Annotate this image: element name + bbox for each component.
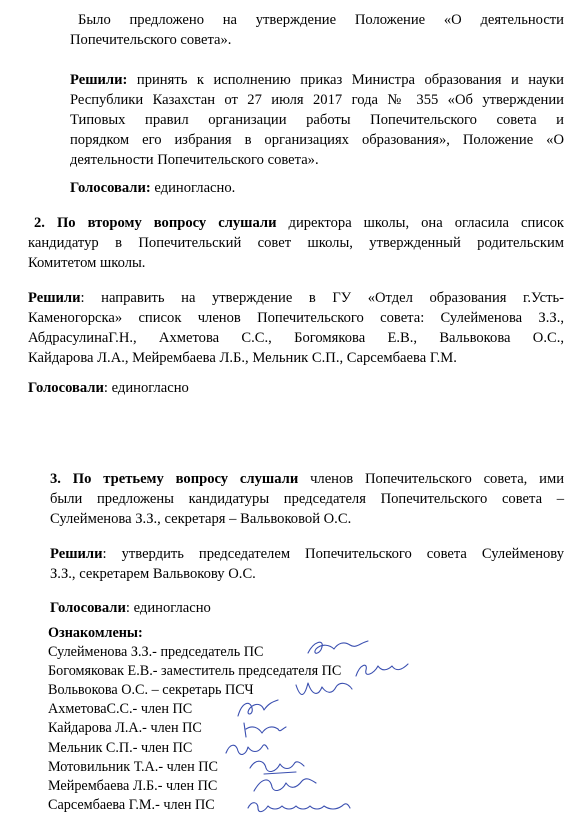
- proposal-paragraph: [70, 10, 564, 50]
- question-2-paragraph: [28, 213, 564, 273]
- handwritten-signature-icon: [244, 794, 354, 818]
- handwritten-signature-icon: [292, 677, 356, 703]
- vote-2: Голосовали: единогласно: [28, 380, 189, 396]
- decision-1-label: Решили:: [70, 72, 128, 88]
- signature-row: [48, 681, 341, 700]
- decision-2-line-4: Кайдарова Л.А., Мейрембаева Л.Б., Мельник С.П., Сарсембаева Г.М.: [28, 350, 457, 366]
- signature-row: [48, 796, 341, 815]
- question-2-line-2: кандидатур в Попечительский совет школы, утвержденный родительским: [28, 235, 564, 251]
- question-3-line-1: 3. По третьему вопросу слушали членов Попечительского совета, ими: [50, 471, 565, 487]
- decision-2-line-1: Решили: направить на утверждение в ГУ «Отдел образования г.Усть-: [28, 290, 564, 306]
- decision-1-line-1: Решили: принять к исполнению приказ Министра образования и науки: [70, 72, 564, 88]
- proposal-line-1: Было предложено на утверждение Положение «О деятельности: [78, 12, 564, 28]
- decision-3-line-2: З.З., секретарем Вальвокову О.С.: [50, 566, 256, 582]
- decision-1-line-3: Типовых правил организации работы Попечительского совета и: [70, 112, 564, 128]
- vote-1: Голосовали: единогласно.: [70, 180, 236, 196]
- question-3-line-3: Сулейменова З.З., секретаря – Вальвоковой О.С.: [50, 511, 352, 527]
- decision-2-label: Решили: [28, 290, 81, 306]
- signature-row-text: Сулейменова З.З.- председатель ПС: [48, 644, 264, 661]
- signature-row-text: Мотовильник Т.А.- член ПС: [48, 758, 218, 775]
- decision-1-line-4: порядком его избрания в организациях образования», Положение «О: [70, 132, 564, 148]
- signature-row: [48, 643, 341, 662]
- signature-row-text: Сарсембаева Г.М.- член ПС: [48, 796, 215, 813]
- decision-2-line-2: Каменогорска» список членов Попечительского совета: Сулейменова З.З.,: [28, 310, 564, 326]
- signature-row: [48, 719, 341, 738]
- vote-3-label: Голосовали: [50, 600, 126, 616]
- acknowledged-list: [48, 624, 341, 815]
- handwritten-signature-icon: [246, 754, 306, 780]
- handwritten-signature-icon: [352, 658, 412, 682]
- question-2-line-3: Комитетом школы.: [28, 255, 146, 271]
- decision-3-paragraph: [50, 544, 564, 584]
- question-3-label: 3. По третьему вопросу слушали: [50, 471, 299, 487]
- decision-2-paragraph: [28, 288, 564, 368]
- handwritten-signature-icon: [232, 696, 282, 722]
- signature-row-text: Мельник С.П.- член ПС: [48, 739, 193, 756]
- signature-row: [48, 777, 341, 796]
- question-3-line-2: были предложены кандидатуры председателя Попечительского совета –: [50, 491, 564, 507]
- acknowledged-heading: Ознакомлены:: [48, 625, 143, 641]
- handwritten-signature-icon: [250, 773, 320, 799]
- signature-row-text: Вольвокова О.С. – секретарь ПСЧ: [48, 682, 254, 699]
- decision-3-line-1: Решили: утвердить председателем Попечительского совета Сулейменову: [50, 546, 564, 562]
- signature-row-text: АхметоваС.С.- член ПС: [48, 701, 193, 718]
- acknowledged-heading-row: [48, 624, 341, 643]
- decision-3-label: Решили: [50, 546, 103, 562]
- question-2-line-1: 2. По второму вопросу слушали директора школы, она огласила список: [34, 215, 564, 231]
- signature-row-text: Мейрембаева Л.Б.- член ПС: [48, 777, 218, 794]
- question-2-label: 2. По второму вопросу слушали: [34, 215, 277, 231]
- signature-row: [48, 662, 341, 681]
- signature-row: [48, 700, 341, 719]
- signature-row: [48, 739, 341, 758]
- decision-2-line-3: АбдрасулинаГ.Н., Ахметова С.С., Богомякова Е.В., Вальвокова О.С.,: [28, 330, 564, 346]
- signature-row-text: Богомяковак Е.В.- заместитель председателя ПС: [48, 663, 342, 680]
- proposal-line-2: Попечительского совета».: [70, 32, 232, 48]
- decision-1-line-5: деятельности Попечительского совета».: [70, 152, 319, 168]
- vote-2-label: Голосовали: [28, 380, 104, 396]
- signature-row: [48, 758, 341, 777]
- signature-row-text: Кайдарова Л.А.- член ПС: [48, 720, 202, 737]
- question-3-paragraph: [50, 469, 564, 529]
- decision-1-line-2: Республики Казахстан от 27 июля 2017 года № 355 «Об утверждении: [70, 92, 564, 108]
- vote-1-label: Голосовали:: [70, 180, 151, 196]
- decision-1-paragraph: [70, 70, 564, 170]
- vote-3: Голосовали: единогласно: [50, 600, 211, 616]
